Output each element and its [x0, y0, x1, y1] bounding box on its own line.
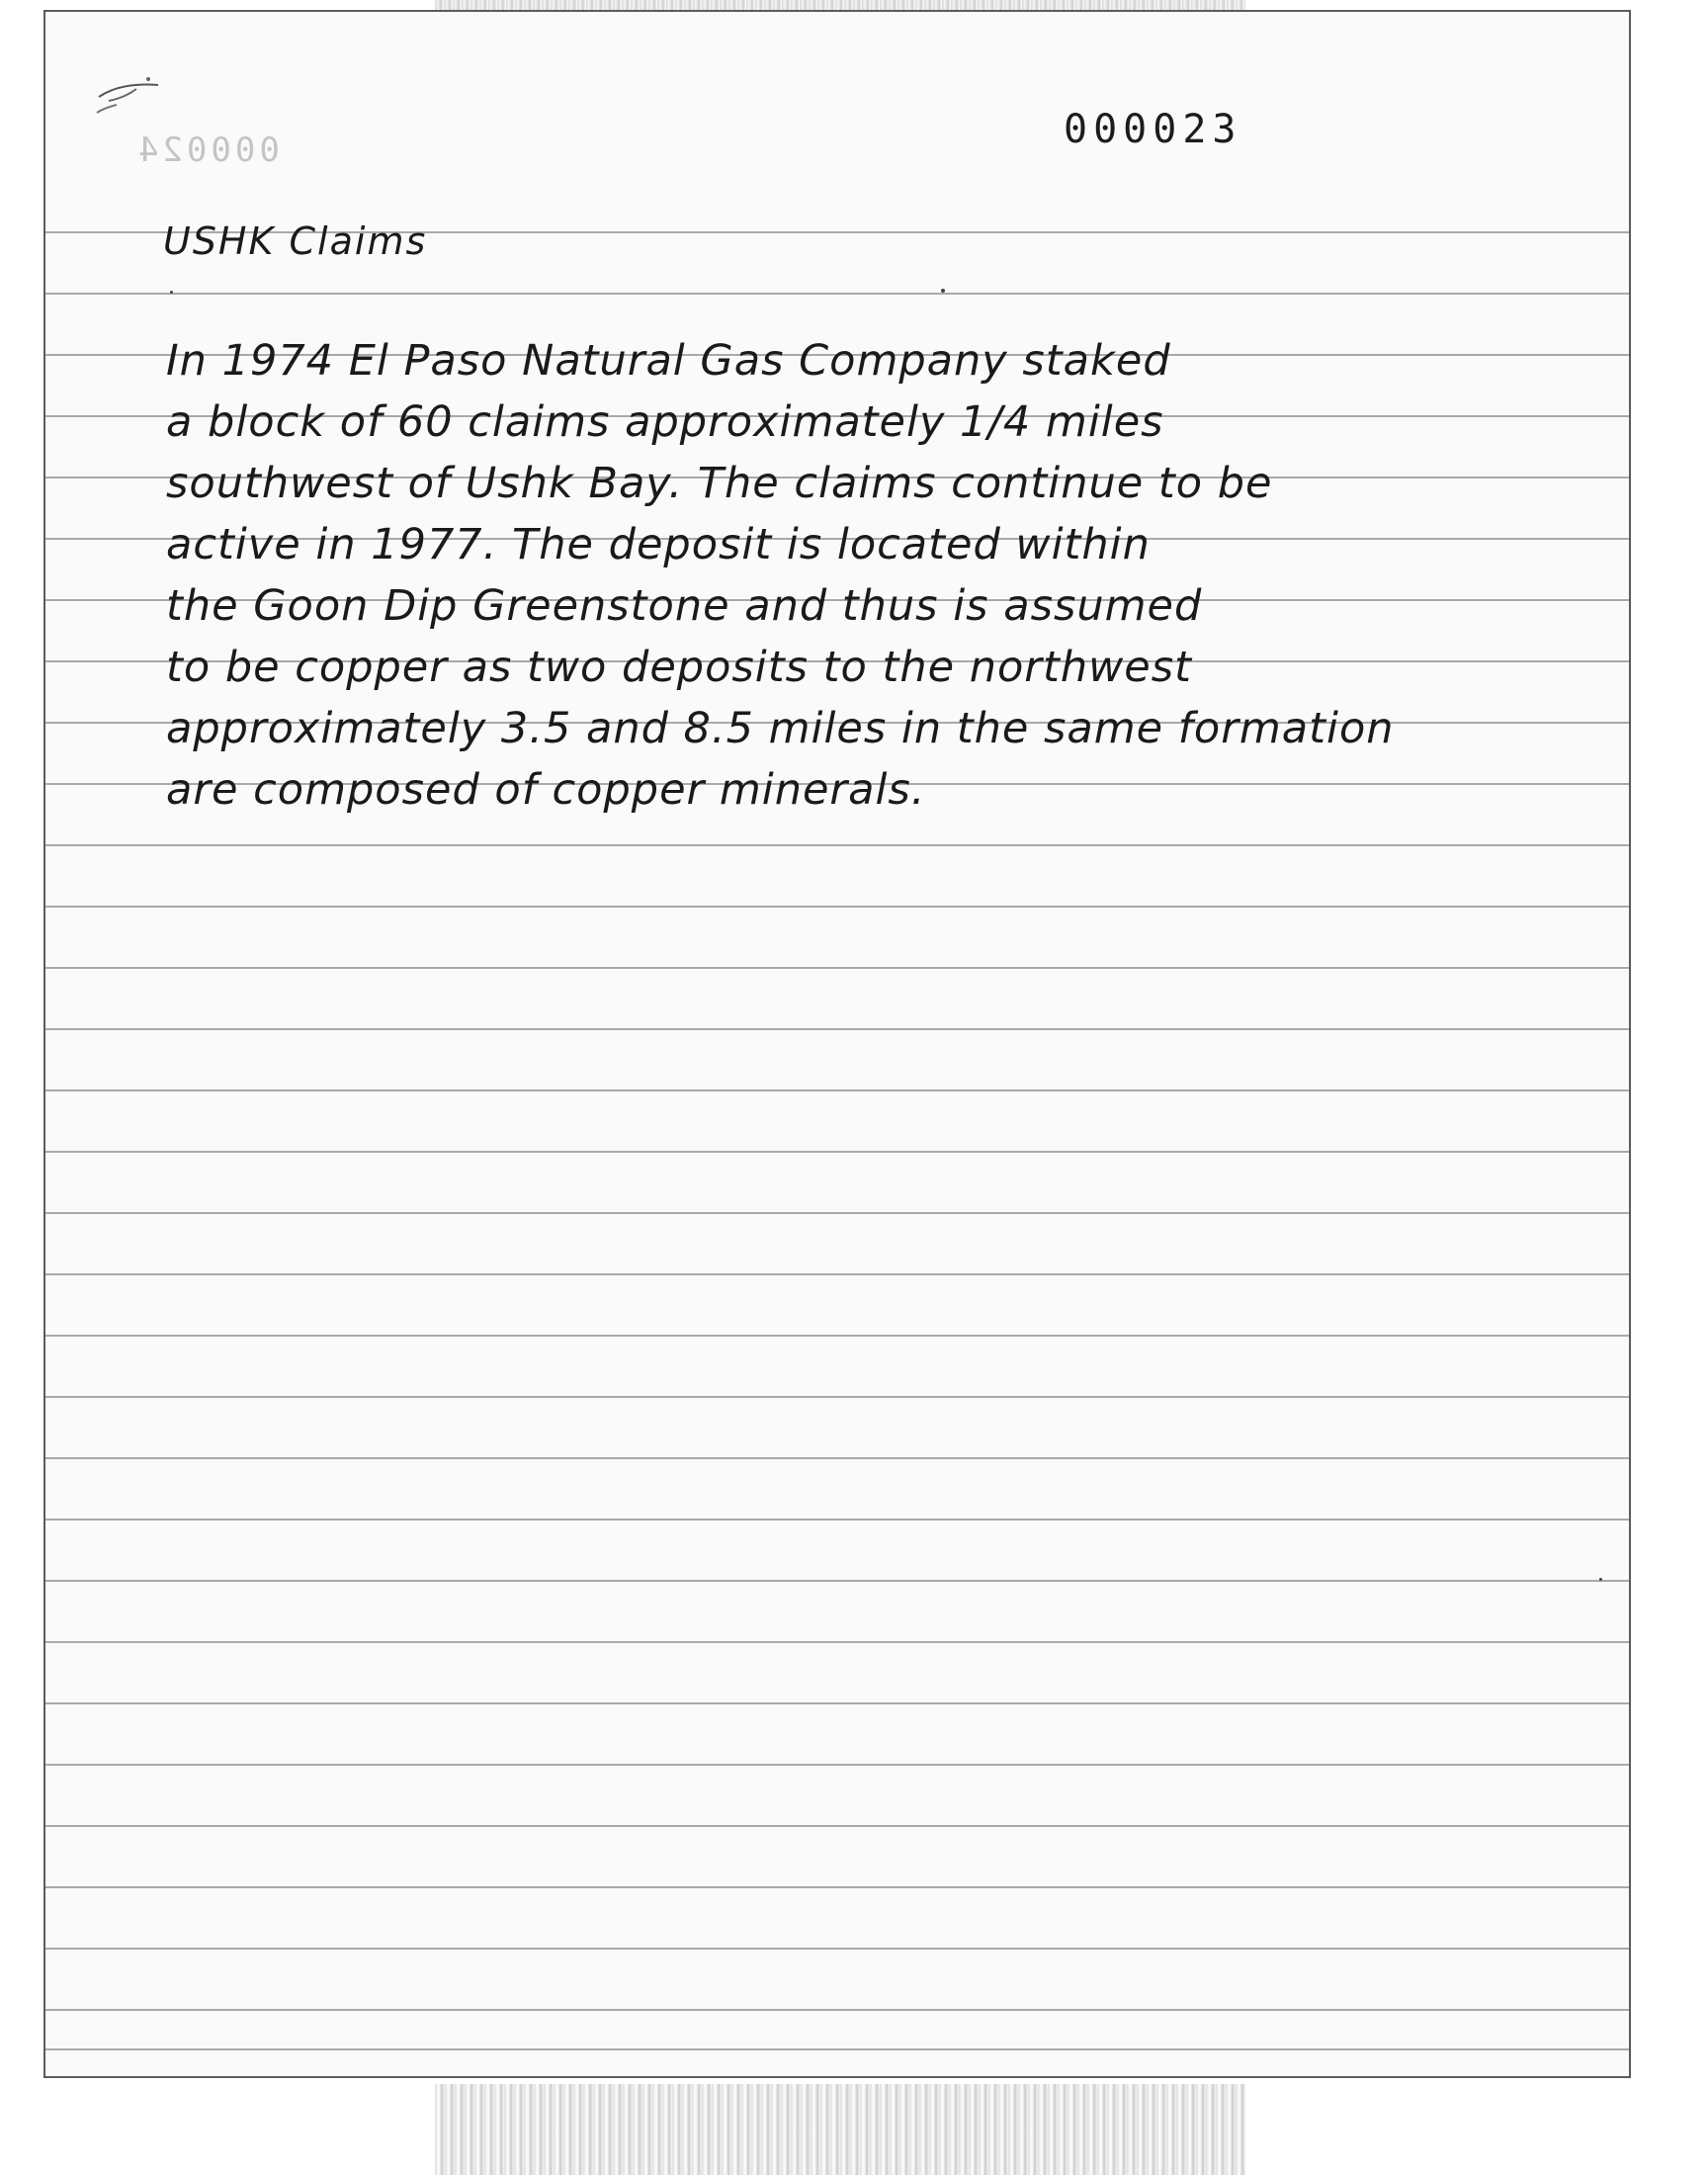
ruled-line: [45, 1641, 1629, 1643]
lined-paper-sheet: [43, 10, 1631, 2078]
ink-speck: [170, 291, 173, 294]
ruled-line: [45, 1580, 1629, 1582]
ruled-line: [45, 1151, 1629, 1153]
ruled-line: [45, 1702, 1629, 1704]
handwritten-line: southwest of Ushk Bay. The claims continue to be: [166, 459, 1273, 508]
ink-speck: [1599, 1578, 1602, 1581]
ruled-line: [45, 1028, 1629, 1030]
ruled-line: [45, 1457, 1629, 1459]
bleed-through-page-number: 000024: [134, 130, 280, 170]
ruled-line: [45, 1519, 1629, 1521]
ruled-line: [45, 1764, 1629, 1766]
ruled-line: [45, 2048, 1629, 2050]
handwritten-line: the Goon Dip Greenstone and thus is assumed: [166, 581, 1203, 631]
handwritten-line: a block of 60 claims approximately 1/4 miles: [166, 397, 1164, 447]
document-heading: USHK Claims: [163, 219, 428, 263]
pencil-scribble-icon: [89, 69, 168, 119]
handwritten-line: to be copper as two deposits to the northwest: [166, 643, 1192, 692]
ruled-line: [45, 1212, 1629, 1214]
scan-artifact-bottom: [435, 2084, 1245, 2175]
ruled-line: [45, 967, 1629, 969]
ruled-line: [45, 1396, 1629, 1398]
ruled-line: [45, 293, 1629, 295]
ruled-line: [45, 1089, 1629, 1091]
ruled-line: [45, 906, 1629, 908]
handwritten-line: active in 1977. The deposit is located within: [166, 520, 1151, 569]
ruled-line: [45, 1886, 1629, 1888]
ink-speck: [941, 289, 945, 293]
handwritten-line: are composed of copper minerals.: [166, 765, 926, 815]
handwritten-line: In 1974 El Paso Natural Gas Company staked: [166, 336, 1171, 386]
page-number-stamp: 000023: [1064, 107, 1242, 152]
ruled-line: [45, 1335, 1629, 1337]
ruled-line: [45, 2009, 1629, 2011]
ruled-line: [45, 1948, 1629, 1950]
ruled-line: [45, 844, 1629, 846]
handwritten-line: approximately 3.5 and 8.5 miles in the same formation: [166, 704, 1395, 753]
ruled-line: [45, 1273, 1629, 1275]
ruled-line: [45, 1825, 1629, 1827]
